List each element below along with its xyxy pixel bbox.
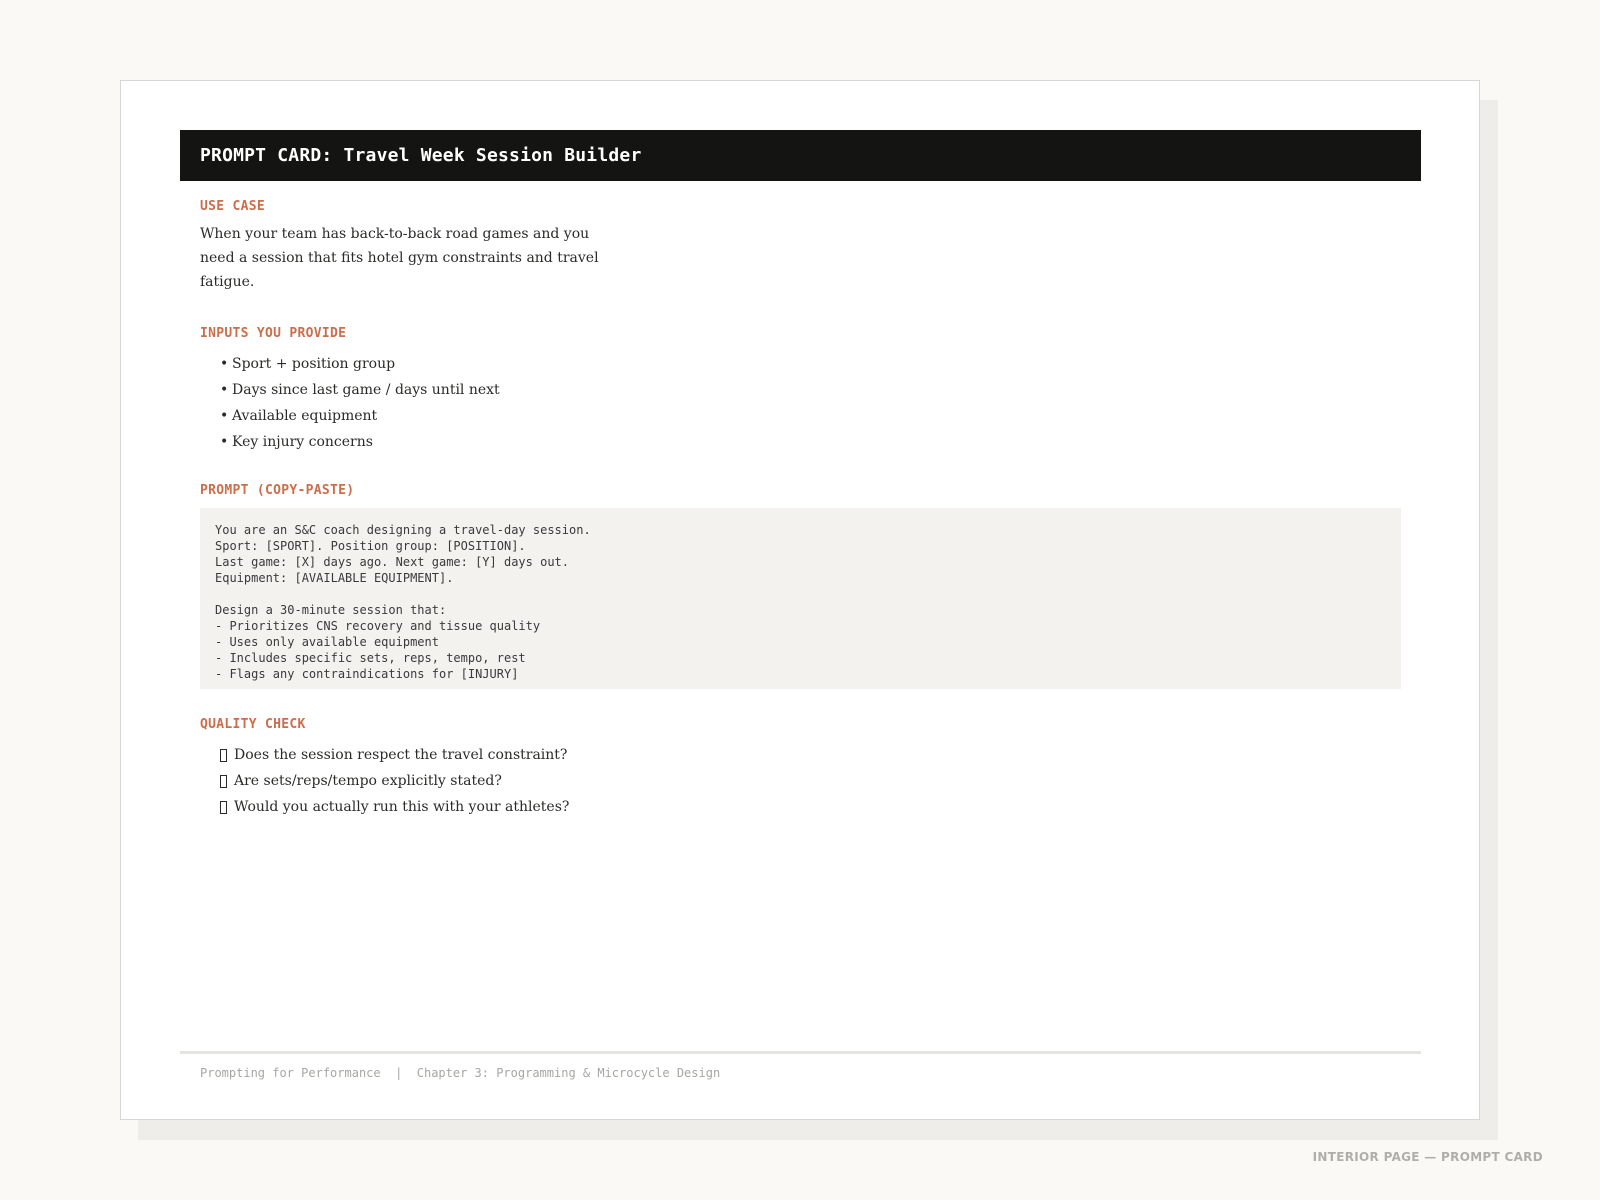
checkbox-icon [220,801,227,814]
bullet-icon: • [220,356,229,372]
checkbox-icon [220,749,227,762]
bullet-icon: • [220,408,229,424]
list-item [220,768,1401,794]
check-item-label: Are sets/reps/tempo explicitly stated? [234,773,502,789]
bullet-icon: • [220,434,229,450]
list-item [220,403,1401,429]
inputs-label: INPUTS YOU PROVIDE [200,326,347,341]
list-item [220,377,1401,403]
prompt-code-text[interactable]: You are an S&C coach designing a travel-day session. Sport: [SPORT]. Position group: [POSITION]. Last game: [X] days ago. Next game: [Y] days out. Equipment: [AVAILABLE EQUIPMENT]. Design a 30-minute session that: - Prioritizes CNS recovery and tissue quality - Uses only available equipment - Includes specific sets, reps, tempo, rest - Flags any contraindications for [INJURY] [215,523,591,681]
use-case-label: USE CASE [200,199,266,214]
checkbox-icon [220,775,227,788]
check-item-label: Would you actually run this with your athletes? [234,799,570,815]
card-title: PROMPT CARD: Travel Week Session Builder [200,145,642,166]
input-item-label: Key injury concerns [232,434,373,450]
footer-divider [180,1051,1421,1054]
use-case-text: When your team has back-to-back road games and you need a session that fits hotel gym constraints and travel fatigue. [200,226,599,290]
prompt-code-block[interactable] [200,508,1401,689]
list-item [220,351,1401,377]
input-item-label: Days since last game / days until next [232,382,500,398]
list-item [220,794,1401,820]
quality-check-label: QUALITY CHECK [200,717,306,732]
quality-check-list [200,742,1401,820]
list-item [220,429,1401,455]
page-caption: INTERIOR PAGE — PROMPT CARD [1312,1150,1543,1164]
bullet-icon: • [220,382,229,398]
prompt-label: PROMPT (COPY-PASTE) [200,483,355,498]
page-footer: Prompting for Performance | Chapter 3: Programming & Microcycle Design [200,1066,721,1080]
inputs-list [200,351,1401,455]
document-page [120,80,1480,1120]
card-content [200,199,1401,820]
input-item-label: Available equipment [232,408,378,424]
card-title-bar [180,130,1421,181]
check-item-label: Does the session respect the travel constraint? [234,747,568,763]
input-item-label: Sport + position group [232,356,396,372]
list-item [220,742,1401,768]
